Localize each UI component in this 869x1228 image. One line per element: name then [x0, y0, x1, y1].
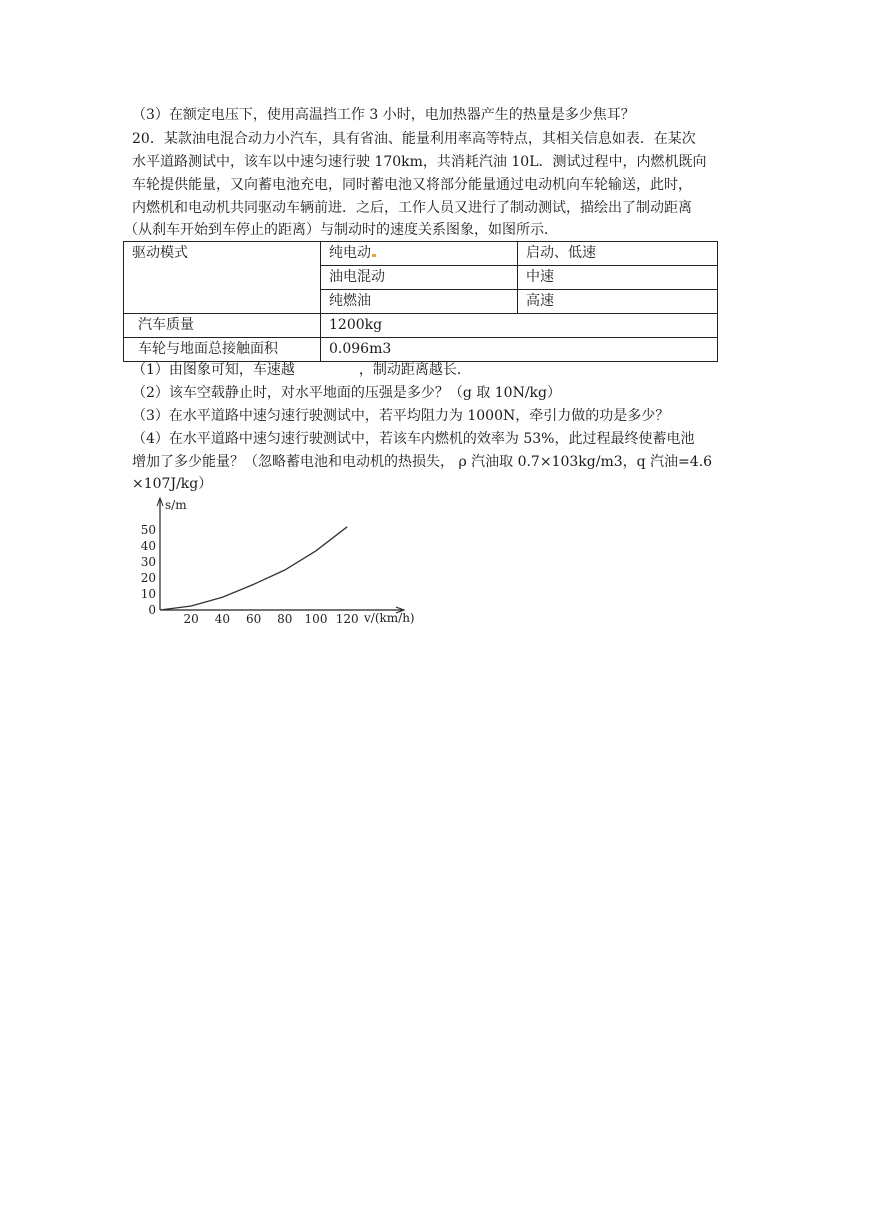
drive-mode-label: 驱动模式 — [124, 242, 321, 314]
question-3-previous: （3）在额定电压下，使用高温挡工作 3 小时，电加热器产生的热量是多少焦耳？ — [132, 107, 635, 123]
x-tick-labels — [184, 612, 359, 626]
vehicle-spec-table — [123, 241, 718, 362]
question-20-line-5: （从刹车开始到车停止的距离）与制动时的速度关系图象，如图所示． — [124, 222, 558, 238]
mode-cell: 纯燃油 — [321, 290, 518, 314]
area-label: 车轮与地面总接触面积 — [124, 338, 321, 362]
mode-text: 纯电动 — [329, 245, 371, 261]
y-tick-label: 20 — [140, 571, 156, 585]
y-tick-label: 50 — [140, 523, 156, 537]
x-axis-label: v/(km/h) — [364, 611, 415, 625]
question-20-line-2: 水平道路测试中，该车以中速匀速行驶 170km，共消耗汽油 10L．测试过程中，内燃机既向 — [132, 154, 707, 170]
area-value: 0.096m3 — [321, 338, 718, 362]
mode-cell: 油电混动 — [321, 266, 518, 290]
sub-question-1-end: ，制动距离越长． — [358, 362, 471, 378]
mass-value: 1200kg — [321, 314, 718, 338]
x-tick-label: 80 — [277, 612, 293, 626]
y-tick-label: 40 — [140, 539, 156, 553]
sub-question-4-line-1: （4）在水平道路中速匀速行驶测试中，若该车内燃机的效率为 53%，此过程最终使蓄电池 — [132, 431, 695, 447]
sub-question-3: （3）在水平道路中速匀速行驶测试中，若平均阻力为 1000N，牵引力做的功是多少？ — [132, 408, 670, 424]
sub-question-1 — [132, 361, 722, 379]
sub-question-1-start: （1）由图象可知，车速越 — [132, 362, 295, 378]
speed-cell: 高速 — [518, 290, 718, 314]
x-tick-label: 100 — [304, 612, 328, 626]
y-axis-label: s/m — [165, 498, 187, 512]
braking-curve — [160, 527, 347, 610]
question-20-line-3: 车轮提供能量，又向蓄电池充电，同时蓄电池又将部分能量通过电动机向车轮输送，此时， — [132, 177, 692, 193]
y-tick-label: 30 — [140, 555, 156, 569]
speed-cell: 启动、低速 — [518, 242, 718, 266]
sub-question-4-line-2: 增加了多少能量？（忽略蓄电池和电动机的热损失， ρ 汽油取 0.7×103kg/m3，q 汽油=4.6 — [132, 454, 713, 470]
braking-distance-graph — [140, 494, 440, 634]
x-tick-label: 120 — [335, 612, 359, 626]
table-row — [124, 314, 718, 338]
mass-label: 汽车质量 — [124, 314, 321, 338]
question-20-line-1: 20．某款油电混合动力小汽车，具有省油、能量利用率高等特点，其相关信息如表．在某次 — [132, 131, 696, 147]
y-tick-label: 10 — [140, 587, 156, 601]
sub-question-2: （2）该车空载静止时，对水平地面的压强是多少？（g 取 10N/kg） — [132, 385, 561, 401]
y-tick-labels — [141, 523, 156, 617]
x-tick-label: 60 — [245, 612, 262, 626]
table-row — [124, 242, 718, 266]
y-axis — [157, 498, 163, 610]
y-tick-label: 0 — [148, 603, 156, 617]
sub-question-4-line-3: ×107J/kg） — [132, 476, 213, 492]
mode-cell — [321, 242, 518, 266]
table-row — [124, 338, 718, 362]
question-20-line-4: 内燃机和电动机共同驱动车辆前进．之后，工作人员又进行了制动测试，描绘出了制动距离 — [132, 200, 692, 216]
speed-cell: 中速 — [518, 266, 718, 290]
x-tick-label: 40 — [214, 612, 231, 626]
edit-mark — [372, 254, 376, 257]
x-tick-label: 20 — [183, 612, 199, 626]
